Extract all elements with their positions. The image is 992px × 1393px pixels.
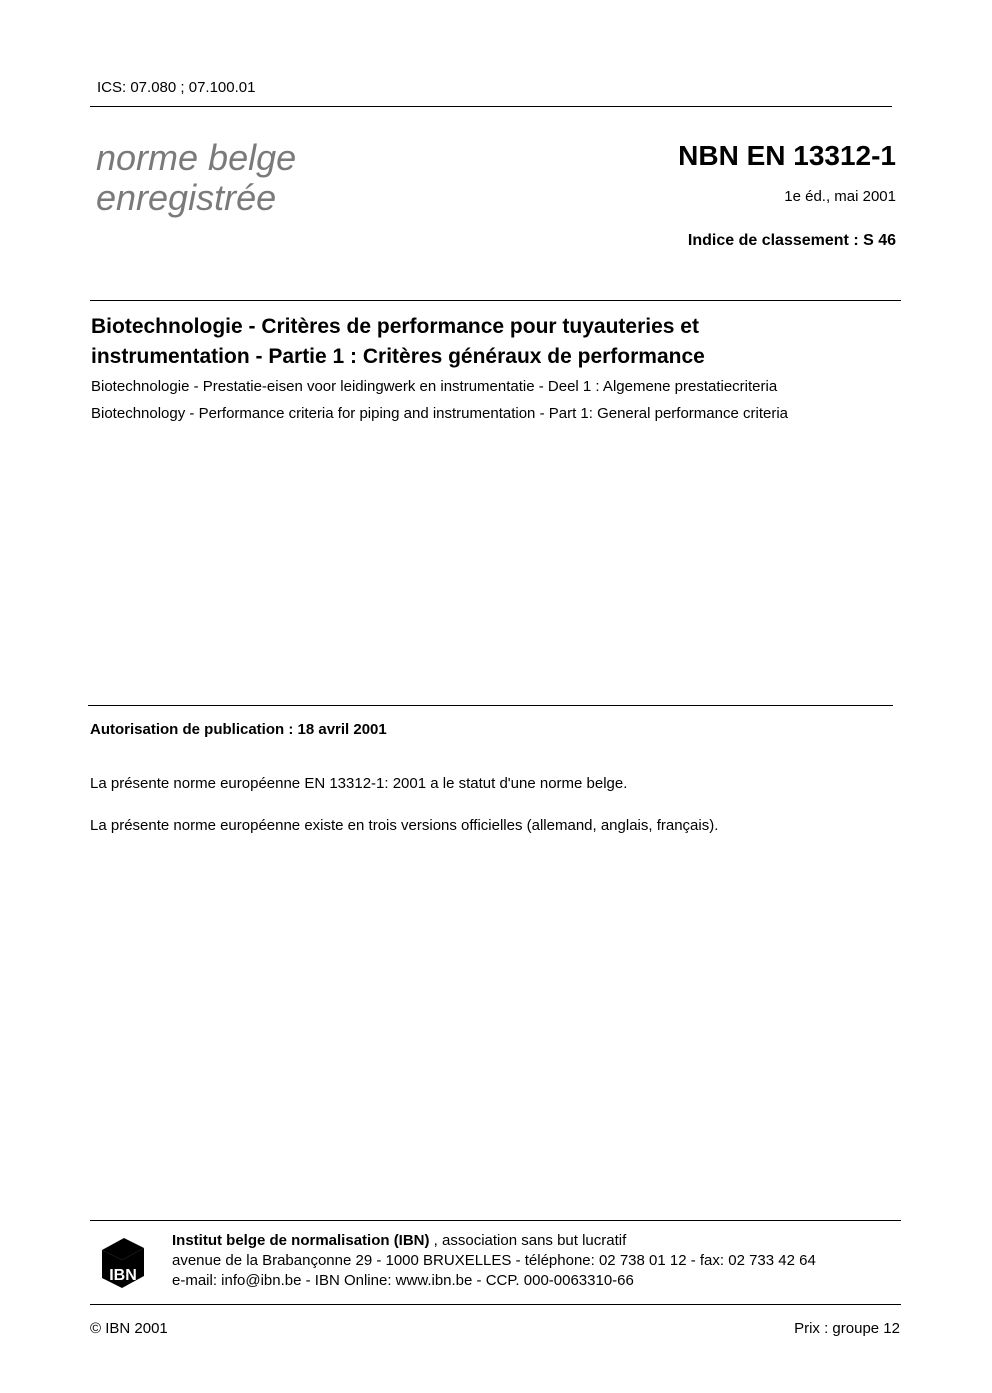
versions-statement: La présente norme européenne existe en trois versions officielles (allemand, anglais, français). (90, 817, 719, 834)
standard-number: NBN EN 13312-1 (678, 140, 896, 171)
ics-codes: ICS: 07.080 ; 07.100.01 (97, 79, 256, 96)
french-title-line-1: Biotechnologie - Critères de performance pour tuyauteries et (91, 315, 699, 338)
title-divider (90, 300, 901, 301)
institute-name: Institut belge de normalisation (IBN) (172, 1232, 430, 1249)
institute-contact: e-mail: info@ibn.be - IBN Online: www.ibn.be - CCP. 000-0063310-66 (172, 1272, 634, 1289)
copyright: © IBN 2001 (90, 1320, 168, 1337)
brand-title (96, 138, 296, 218)
ibn-logo-icon (98, 1236, 148, 1290)
dutch-title: Biotechnologie - Prestatie-eisen voor leidingwerk en instrumentatie - Deel 1 : Algemene prestatiecriteria (91, 378, 778, 395)
price-group: Prix : groupe 12 (794, 1320, 900, 1337)
footer-divider (90, 1220, 901, 1221)
institute-address: avenue de la Brabançonne 29 - 1000 BRUXELLES - téléphone: 02 738 01 12 - fax: 02 733 42 64 (172, 1252, 816, 1269)
edition-info: 1e éd., mai 2001 (784, 188, 896, 205)
publication-divider (88, 705, 893, 706)
brand-line-1: norme belge (96, 137, 297, 178)
institute-info (172, 1231, 816, 1291)
classification-index: Indice de classement : S 46 (687, 232, 896, 249)
ibn-logo-text: IBN (109, 1267, 137, 1284)
english-title: Biotechnology - Performance criteria for piping and instrumentation - Part 1: General performance criteria (91, 405, 788, 422)
status-statement: La présente norme européenne EN 13312-1: 2001 a le statut d'une norme belge. (90, 775, 628, 792)
bottom-divider (90, 1304, 901, 1305)
institute-suffix: , association sans but lucratif (429, 1232, 627, 1249)
french-title (91, 312, 891, 372)
institute-line (172, 1231, 816, 1251)
brand-line-2: enregistrée (96, 177, 277, 218)
top-divider (90, 106, 892, 107)
publication-authorization: Autorisation de publication : 18 avril 2001 (90, 721, 387, 738)
french-title-line-2: instrumentation - Partie 1 : Critères généraux de performance (91, 345, 705, 368)
